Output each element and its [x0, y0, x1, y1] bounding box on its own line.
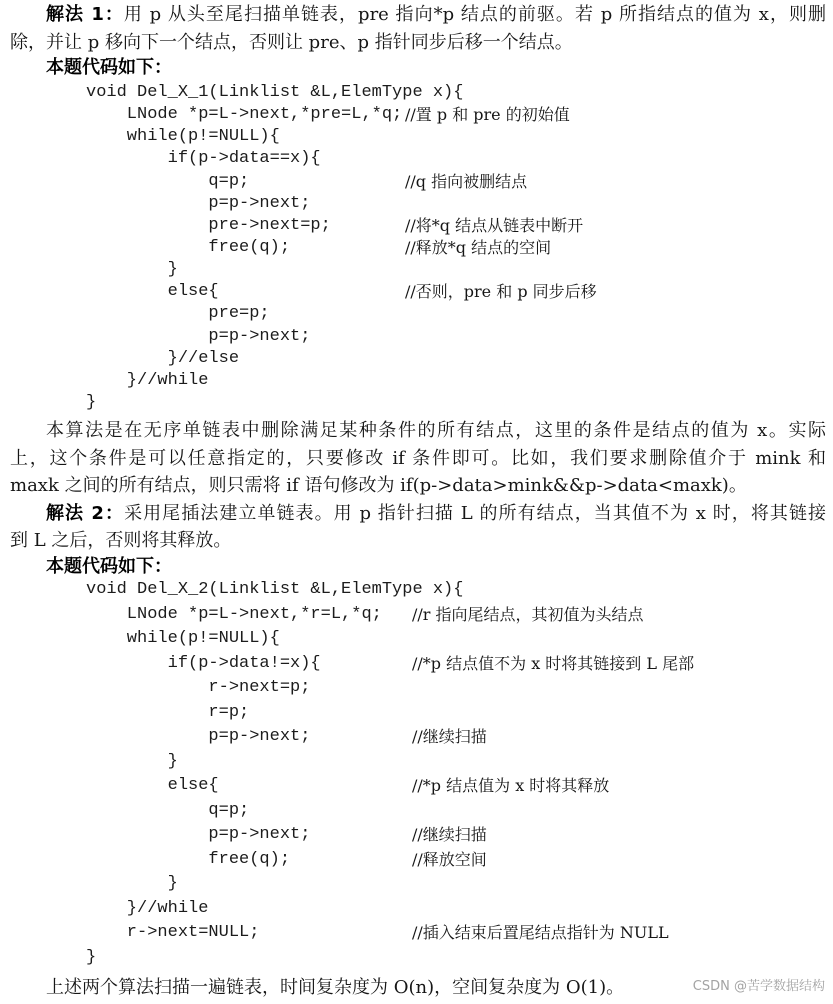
code-text: else{ [86, 282, 219, 302]
code-line [86, 701, 786, 726]
code-line [86, 603, 786, 628]
explanation-text: 上，这个条件是可以任意指定的，只要修改 if 条件即可。比如，我们要求删除值介于 mink 和 [10, 447, 826, 469]
solution-1-label: 解法 1： [46, 4, 124, 25]
code-text: q=p; [86, 171, 250, 191]
paragraph-line [10, 500, 826, 528]
code-line [86, 259, 786, 281]
code-line [86, 627, 786, 652]
paragraph-line [10, 527, 826, 555]
code-comment: //*p 结点值为 x 时将其释放 [412, 776, 610, 795]
code-intro-1 [10, 54, 826, 82]
code-text: q=p; [86, 800, 250, 820]
code-text: } [86, 751, 178, 771]
code-text: free(q); [86, 237, 291, 257]
code-line [86, 897, 786, 922]
code-line [86, 921, 786, 946]
code-line [86, 725, 786, 750]
code-line [86, 774, 786, 799]
solution-1-text: 除，并让 p 移向下一个结点，否则让 pre、p 指针同步后移一个结点。 [10, 31, 573, 53]
code-line [86, 370, 786, 392]
paragraph-line [10, 417, 826, 445]
code-text: LNode *p=L->next,*r=L,*q; [86, 604, 382, 624]
code-text: } [86, 947, 97, 967]
code-text: } [86, 260, 178, 280]
code-block-2 [86, 578, 786, 970]
code-text: }//while [86, 898, 209, 918]
code-text: while(p!=NULL){ [86, 127, 280, 147]
code-text: p=p->next; [86, 727, 311, 746]
code-text: p=p->next; [86, 326, 311, 346]
code-text: if(p->data!=x){ [86, 653, 321, 673]
code-text: r->next=NULL; [86, 923, 260, 942]
paragraph-line [10, 553, 826, 581]
code-text: else{ [86, 776, 219, 795]
code-comment: //否则，pre 和 p 同步后移 [405, 282, 597, 302]
explanation-and-solution-2 [10, 417, 826, 555]
code-text: while(p!=NULL){ [86, 629, 280, 648]
code-text: void Del_X_2(Linklist &L,ElemType x){ [86, 580, 464, 599]
paragraph-line [10, 1, 826, 29]
code-line [86, 148, 786, 170]
code-text: pre->next=p; [86, 215, 331, 235]
code-text: }//else [86, 348, 240, 368]
paragraph-line [10, 472, 826, 500]
explanation-text: maxk 之间的所有结点，则只需将 if 语句修改为 if(p->data>mink&&p->data<maxk)。 [10, 475, 747, 496]
solution-1-text: 用 p 从头至尾扫描单链表，pre 指向*p 结点的前驱。若 p 所指结点的值为 x，则删 [123, 4, 826, 25]
code-text: free(q); [86, 849, 291, 869]
explanation-text: 本算法是在无序单链表中删除满足某种条件的所有结点，这里的条件是结点的值为 x。实际 [46, 420, 826, 441]
code-comment: //置 p 和 pre 的初始值 [405, 105, 570, 125]
code-text: } [86, 874, 178, 893]
code-line [86, 281, 786, 303]
code-text: } [86, 392, 97, 412]
code-line [86, 348, 786, 370]
code-intro-2 [10, 553, 826, 581]
code-comment: //释放*q 结点的空间 [405, 237, 552, 257]
code-line [86, 750, 786, 775]
code-line [86, 946, 786, 971]
code-comment: //q 指向被删结点 [405, 171, 528, 191]
code-comment: //继续扫描 [412, 727, 487, 746]
code-text: r=p; [86, 702, 250, 722]
code-line [86, 215, 786, 237]
solution-2-text: 采用尾插法建立单链表。用 p 指针扫描 L 的所有结点，当其值不为 x 时，将其链接 [124, 502, 826, 524]
code-comment: //将*q 结点从链表中断开 [405, 215, 584, 235]
code-comment: //插入结束后置尾结点指针为 NULL [412, 923, 669, 942]
code-line [86, 104, 786, 126]
code-text: void Del_X_1(Linklist &L,ElemType x){ [86, 83, 464, 102]
code-text: if(p->data==x){ [86, 149, 321, 169]
code-line [86, 82, 786, 104]
code-line [86, 652, 786, 677]
code-line [86, 872, 786, 897]
code-line [86, 126, 786, 148]
code-line [86, 237, 786, 259]
code-line [86, 303, 786, 325]
code-text: }//while [86, 370, 209, 390]
code-intro-text: 本题代码如下： [46, 556, 172, 577]
paragraph-line [10, 54, 826, 82]
solution-2-label: 解法 2： [46, 502, 125, 524]
code-text: r->next=p; [86, 678, 311, 697]
paragraph-line [10, 445, 826, 473]
code-text: pre=p; [86, 304, 270, 324]
paragraph-line [10, 29, 826, 57]
code-line [86, 171, 786, 193]
code-text: p=p->next; [86, 193, 311, 213]
code-line [86, 823, 786, 848]
code-comment: //继续扫描 [412, 825, 487, 844]
code-intro-text: 本题代码如下： [46, 57, 172, 78]
code-line [86, 578, 786, 603]
code-line [86, 326, 786, 348]
code-comment: //r 指向尾结点，其初值为头结点 [412, 604, 644, 624]
code-line [86, 392, 786, 414]
solution-2-text: 到 L 之后，否则将其释放。 [10, 530, 232, 551]
code-block-1 [86, 82, 786, 414]
summary-text: 上述两个算法扫描一遍链表，时间复杂度为 O(n)，空间复杂度为 O(1)。 [46, 977, 625, 998]
code-line [86, 193, 786, 215]
code-line [86, 799, 786, 824]
code-comment: //*p 结点值不为 x 时将其链接到 L 尾部 [412, 653, 695, 673]
code-text: p=p->next; [86, 825, 311, 844]
code-text: LNode *p=L->next,*pre=L,*q; [86, 105, 403, 125]
solution-1-paragraph [10, 1, 826, 56]
csdn-watermark: CSDN @苦学数据结构 [692, 979, 825, 994]
code-line [86, 676, 786, 701]
code-comment: //释放空间 [412, 849, 487, 869]
code-line [86, 848, 786, 873]
